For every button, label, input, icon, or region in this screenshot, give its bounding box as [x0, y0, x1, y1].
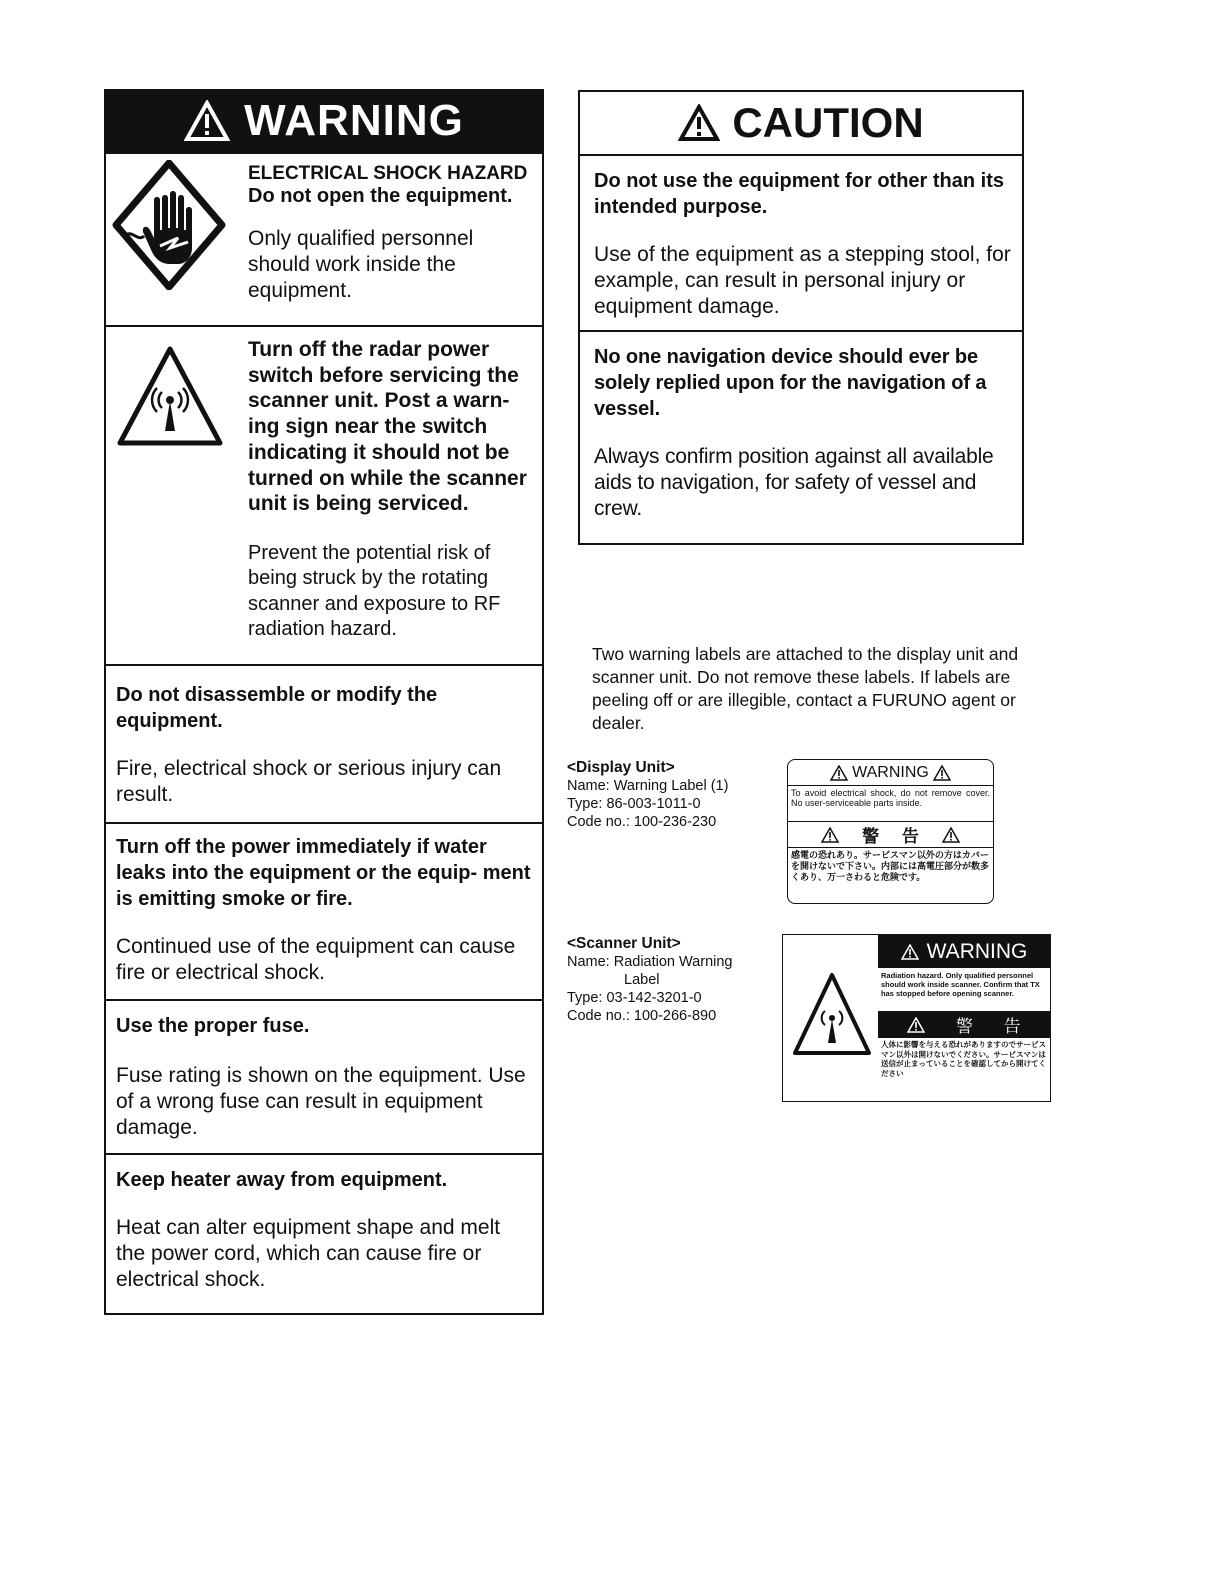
caution-body-stepping-stool: Use of the equipment as a stepping stool, for example, can result in personal injury or equipment damage. — [594, 243, 1011, 318]
warning-triangle-icon — [821, 827, 839, 843]
display-unit-type: Type: 86-003-1011-0 — [567, 796, 701, 812]
warning-section-fuse — [106, 999, 542, 1153]
scanner-label-jp-char-2: 告 — [1003, 1017, 1021, 1036]
labels-note: Two warning labels are attached to the display unit and scanner unit. Do not remove these labels. If labels are peeling off or are illegible, contact a FURUNO agent or dealer. — [592, 644, 1019, 733]
display-label-english-text: To avoid electrical shock, do not remove cover. No user-serviceable parts inside. — [788, 786, 993, 822]
scanner-label-warning-text: WARNING — [926, 939, 1028, 963]
radiation-triangle-icon — [792, 971, 872, 1057]
display-label-jp-char-2: 告 — [901, 827, 919, 846]
warning-heading-water-leak: Turn off the power immediately if water leaks into the equipment or the equip- ment is emitting smoke or fire. — [116, 836, 531, 910]
warning-section-heater — [106, 1153, 542, 1313]
display-label-jp-char-1: 警 — [862, 827, 880, 846]
caution-section-navigation — [580, 330, 1022, 543]
warning-triangle-icon — [933, 765, 951, 781]
scanner-unit-warning-label — [782, 934, 1051, 1102]
warning-heading-heater: Keep heater away from equipment. — [116, 1169, 448, 1191]
warning-body-fuse: Fuse rating is shown on the equipment. Use of a wrong fuse can result in equipment damage. — [116, 1064, 526, 1139]
radiation-triangle-icon — [116, 345, 224, 447]
scanner-unit-title: <Scanner Unit> — [567, 935, 681, 952]
warning-heading-radar-power: Turn off the radar power switch before servicing the scanner unit. Post a warn- ing sign near the switch indicating it should not be turned on while the scanner unit is being serviced. — [248, 338, 527, 516]
warning-triangle-icon — [907, 1017, 925, 1033]
warning-body-water-leak: Continued use of the equipment can cause fire or electrical shock. — [116, 935, 516, 984]
warning-body-heater: Heat can alter equipment shape and melt the power cord, which can cause fire or electrical shock. — [116, 1216, 501, 1291]
scanner-label-japanese-text: 人体に影響を与える恐れがありますのでサービスマン以外は開けないでください。サービスマンは送信が止まっていることを確認してから開けてください — [881, 1040, 1046, 1078]
warning-box — [104, 89, 544, 1315]
caution-triangle-icon — [678, 104, 720, 142]
warning-triangle-icon — [830, 765, 848, 781]
display-label-japanese-text: 感電の恐れあり。サービスマン以外の方はカバーを開けないで下さい。内部には高電圧部分が数多くあり、万一さわると危険です。 — [791, 850, 990, 882]
warning-body-qualified-personnel: Only qualified personnel should work inside the equipment. — [248, 227, 474, 302]
scanner-label-jp-char-1: 警 — [955, 1017, 973, 1036]
warning-heading-fuse: Use the proper fuse. — [116, 1015, 310, 1037]
warning-section-radar-power — [106, 325, 542, 664]
warning-section-water-leak — [106, 822, 542, 999]
display-label-warning-row — [788, 760, 993, 786]
warning-heading-shock-hazard: ELECTRICAL SHOCK HAZARD — [248, 163, 528, 184]
caution-header — [580, 92, 1022, 154]
warning-body-rotating-scanner: Prevent the potential risk of being struck by the rotating scanner and exposure to RF radiation hazard. — [248, 541, 501, 641]
warning-body-disassemble: Fire, electrical shock or serious injury can result. — [116, 757, 502, 806]
scanner-unit-type: Type: 03-142-3201-0 — [567, 990, 702, 1006]
caution-heading-navigation: No one navigation device should ever be solely replied upon for the navigation of a vessel. — [594, 346, 987, 420]
scanner-label-japanese-bar — [878, 1011, 1050, 1038]
display-label-japanese-header — [788, 822, 993, 848]
scanner-unit-name: Name: Radiation Warning — [567, 954, 733, 970]
caution-section-intended-purpose — [580, 154, 1022, 330]
display-unit-name: Name: Warning Label (1) — [567, 778, 729, 794]
scanner-label-warning-bar — [878, 935, 1050, 968]
display-unit-title: <Display Unit> — [567, 759, 675, 776]
warning-header — [106, 89, 542, 152]
scanner-unit-code: Code no.: 100-266-890 — [567, 1008, 717, 1024]
warning-title: WARNING — [244, 95, 464, 145]
display-label-warning-text: WARNING — [852, 763, 929, 781]
display-unit-code: Code no.: 100-236-230 — [567, 814, 717, 830]
warning-heading-disassemble: Do not disassemble or modify the equipment. — [116, 684, 438, 732]
caution-heading-intended-purpose: Do not use the equipment for other than its intended purpose. — [594, 170, 1004, 218]
warning-heading-do-not-open: Do not open the equipment. — [248, 185, 513, 207]
caution-title: CAUTION — [732, 99, 924, 146]
caution-body-confirm-position: Always confirm position against all available aids to navigation, for safety of vessel and crew. — [594, 445, 994, 520]
display-unit-info — [567, 759, 728, 831]
scanner-label-panel — [878, 935, 1050, 1101]
scanner-unit-name-cont: Label — [624, 972, 660, 988]
electrical-shock-hand-icon — [112, 160, 226, 290]
caution-box — [578, 90, 1024, 545]
display-unit-warning-label — [787, 759, 994, 904]
warning-triangle-icon — [942, 827, 960, 843]
scanner-label-english-text: Radiation hazard. Only qualified personnel should work inside scanner. Confirm that TX has stopped before opening scanner. — [881, 971, 1040, 998]
warning-triangle-icon — [184, 100, 230, 142]
warning-section-electrical-shock — [106, 152, 542, 325]
scanner-unit-info — [567, 935, 732, 1025]
warning-triangle-icon — [901, 944, 919, 960]
warning-section-disassemble — [106, 664, 542, 822]
